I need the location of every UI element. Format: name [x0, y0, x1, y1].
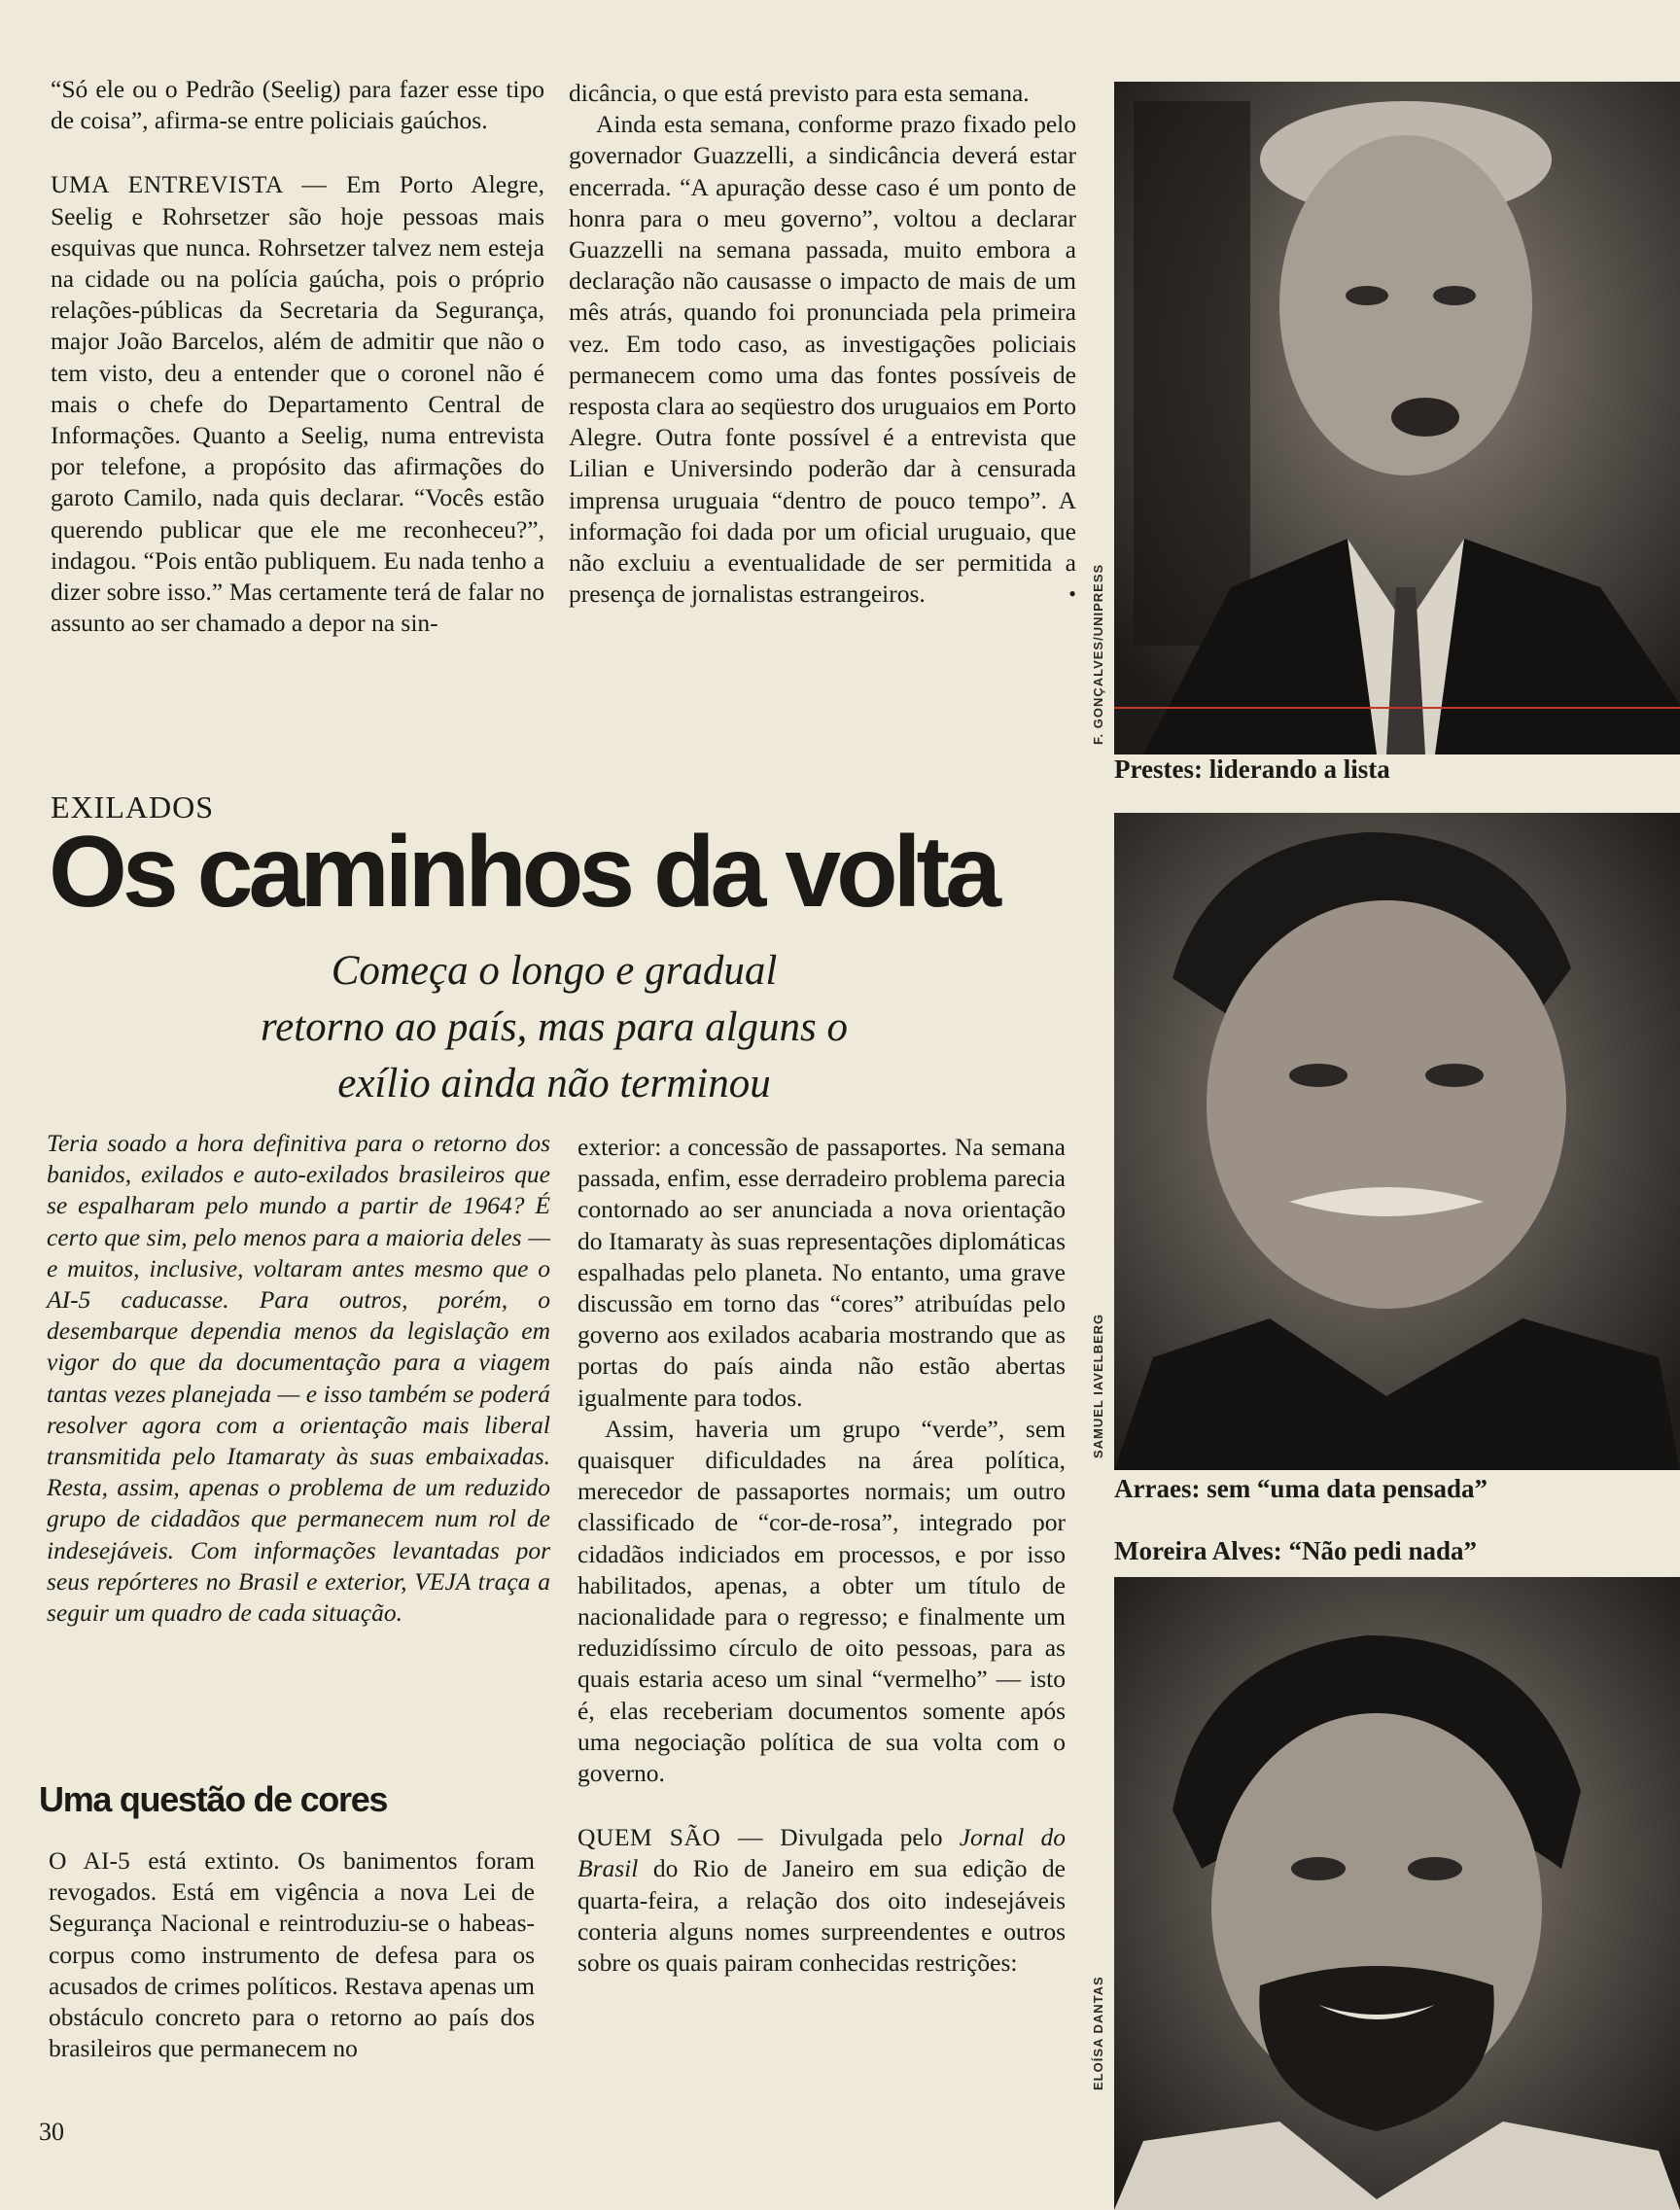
- photo-credit: SAMUEL IAVELBERG: [1091, 1313, 1105, 1458]
- section-subhead: Uma questão de cores: [39, 1779, 388, 1819]
- continuation-column-right: [569, 78, 1076, 610]
- article-column-left: [49, 1845, 535, 2064]
- article-headline: Os caminhos da volta: [49, 816, 997, 929]
- photo-caption: Prestes: liderando a lista: [1114, 754, 1390, 784]
- deck-line: exílio ainda não terminou: [337, 1061, 771, 1106]
- paragraph: Assim, haveria um grupo “verde”, sem quaisquer dificuldades na área política, merecedor de passaportes normais; um outro classificado de “cor-de-rosa”, integrado por cidadãos indiciados em processos, e por isso habilitados, apenas, a obter um título de nacionalidade para o regresso; e finalmente um reduzidíssimo círculo de oito pessoas, para as quais estaria aceso um sinal “vermelho” — isto é, elas receberiam documentos somente após uma negociação política de sua volta com o governo.: [578, 1414, 1066, 1788]
- paragraph-text: Ainda esta semana, conforme prazo fixado pelo governador Guazzelli, a sindicância deverá estar encerrada. “A apuração desse caso é um ponto de honra para o meu governo”, voltou a declarar Guazzelli na semana passada, muito embora a declaração não causasse o impacto de mais de um mês atrás, quando foi pronunciada pela primeira vez. Em todo caso, as investigações policiais permanecem como uma das fontes possíveis de resposta clara ao seqüestro dos uruguaios em Porto Alegre. Outra fonte possível é a entrevista que Lilian e Universindo poderão dar à censurada imprensa uruguaia “dentro de pouco tempo”. A informação foi dada por um oficial uruguaio, que não excluiu a eventualidade de ser permitida a presença de jornalistas estrangeiros.: [569, 110, 1076, 609]
- article-intro: Teria soado a hora definitiva para o retorno dos banidos, exilados e auto-exilados brasileiros que se espalharam pelo mundo a partir de 1964? É certo que sim, pelo menos para a maioria deles — e muitos, inclusive, voltaram antes mesmo que o AI-5 caducasse. Para outros, porém, o desembarque dependia menos da legislação em vigor do que da documentação para a viagem tantas vezes planejada — e isso também se poderá resolver agora com a orientação mais liberal transmitida pelo Itamaraty às suas embaixadas. Resta, assim, apenas o problema de um reduzido grupo de cidadãos que permanecem num rol de indesejáveis. Com informações levantadas por seus repórteres no Brasil e exterior, VEJA traça a seguir um quadro de cada situação.: [47, 1129, 550, 1628]
- photo-moreira-alves: [1114, 1577, 1680, 2210]
- continuation-column-left: [51, 74, 544, 639]
- paragraph-text: Em Porto Alegre, Seelig e Rohrsetzer são hoje pessoas mais esquivas que nunca. Rohrsetzer talvez nem esteja na cidade ou na polícia gaúcha, pois o próprio relações-públicas da Secretaria da Segurança, major João Barcelos, além de admitir que não o tem visto, deu a entender que o coronel não é mais o chefe do Departamento Central de Informações. Quanto a Seelig, numa entrevista por telefone, a propósito das afirmações do garoto Camilo, nada quis declarar. “Vocês estão querendo publicar que ele me reconheceu?”, indagou. “Pois então publiquem. Eu nada tenho a dizer sobre isso.” Mas certamente terá de falar no assunto ao ser chamado a depor na sin-: [51, 170, 544, 638]
- paragraph-text: Divulgada pelo: [763, 1823, 960, 1852]
- paragraph: [578, 1822, 1066, 1979]
- deck-line: Começa o longo e gradual: [331, 948, 778, 994]
- photo-caption: Moreira Alves: “Não pedi nada”: [1114, 1536, 1477, 1565]
- article-deck: [146, 943, 962, 1112]
- paragraph: O AI-5 está extinto. Os banimentos foram revogados. Está em vigência a nova Lei de Segurança Nacional e reintroduziu-se o habeas-corpus como instrumento de defesa para os acusados de crimes políticos. Restava apenas um obstáculo concreto para o retorno ao país dos brasileiros que permanecem no: [49, 1846, 535, 2063]
- section-lead: QUEM SÃO —: [578, 1823, 763, 1852]
- photo-prestes: [1114, 82, 1680, 754]
- end-mark: •: [1068, 581, 1076, 607]
- photo-credit: F. GONÇALVES/UNIPRESS: [1091, 563, 1105, 745]
- photo-caption: Arraes: sem “uma data pensada”: [1114, 1474, 1488, 1503]
- paragraph: [569, 109, 1076, 610]
- paragraph: dicância, o que está previsto para esta semana.: [569, 79, 1030, 107]
- section-lead: UMA ENTREVISTA —: [51, 170, 328, 199]
- newspaper-name: Jornal do Brasil: [578, 1823, 1067, 1883]
- photo-arraes: [1114, 813, 1680, 1470]
- article-kicker: EXILADOS: [51, 789, 214, 824]
- photo-credit: ELOÍSA DANTAS: [1091, 1976, 1105, 2090]
- paragraph: “Só ele ou o Pedrão (Seelig) para fazer esse tipo de coisa”, afirma-se entre policiais gaúchos.: [51, 75, 544, 135]
- paragraph: exterior: a concessão de passaportes. Na semana passada, enfim, esse derradeiro problema parecia contornado ao ser anunciada a nova orientação do Itamaraty às suas representações diplomáticas espalhadas pelo planeta. No entanto, uma grave discussão em torno das “cores” atribuídas pelo governo aos exilados acabaria mostrando que as portas do país ainda não estão abertas igualmente para todos.: [578, 1133, 1066, 1412]
- page-number: 30: [39, 2118, 64, 2146]
- paragraph: [51, 169, 544, 639]
- deck-line: retorno ao país, mas para alguns o: [260, 1004, 849, 1050]
- paragraph-text: do Rio de Janeiro em sua edição de quarta-feira, a relação dos oito indesejáveis conteria alguns nomes surpreendentes e outros sobre os quais pairam conhecidas restrições:: [578, 1854, 1066, 1978]
- article-column-right: [578, 1132, 1066, 1979]
